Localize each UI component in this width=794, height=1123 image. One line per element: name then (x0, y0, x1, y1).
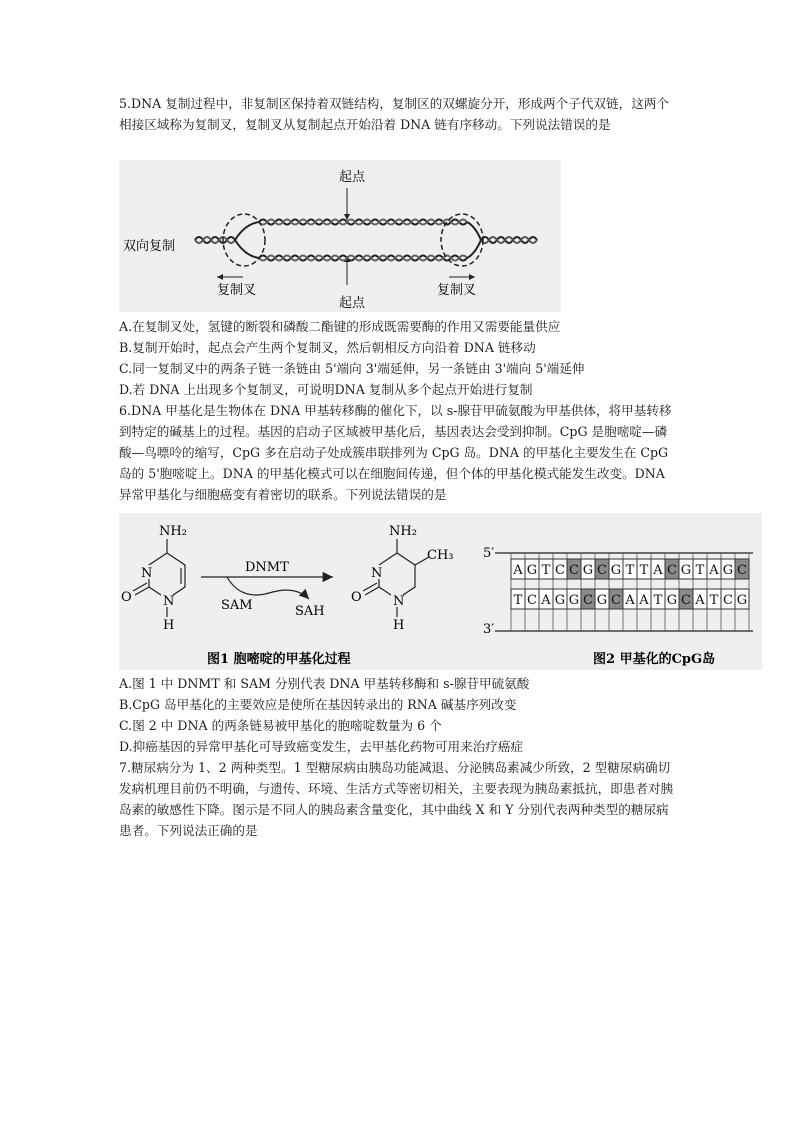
fork-right-label: 复制叉 (437, 283, 477, 298)
svg-text:NH₂: NH₂ (389, 524, 417, 539)
bottom-strand-base: T (709, 593, 719, 608)
bottom-strand-base: G (736, 593, 748, 608)
top-strand-base: A (709, 563, 719, 578)
question-7-stem: 7.糖尿病分为 1、2 两种类型。1 型糖尿病由胰岛功能减退、分泌胰岛素减少所致，2 型糖尿病确切发病机理目前仍不明确，与遗传、环境、生活方式等密切相关，主要表现为胰岛素抵抗，即患者对胰岛素的敏感性下降。图示是不同人的胰岛素含量变化，其中曲线 X 和 Y 分别代表两种类型的糖尿病患者。下列说法正确的是 (119, 760, 674, 838)
q6-option-b: B.CpG 岛甲基化的主要效应是使所在基因转录出的 RNA 碱基序列改变 (119, 697, 517, 712)
fork-right-circle (441, 214, 483, 266)
question-5-stem: 5.DNA 复制过程中，非复制区保持着双链结构，复制区的双螺旋分开，形成两个子代双链，这两个相接区域称为复制叉，复制叉从复制起点开始沿着 DNA 链有序移动。下列说法错误的是 (119, 96, 669, 132)
bottom-strand-base: A (695, 593, 705, 608)
svg-text:N: N (393, 594, 405, 609)
top-strand-base: A (513, 563, 523, 578)
cytosine-structure (121, 524, 187, 633)
q6-option-d: D.抑癌基因的异常甲基化可导致癌变发生，去甲基化药物可用来治疗癌症 (119, 739, 524, 754)
figure-2-caption: 图2 甲基化的CpG岛 (593, 652, 716, 667)
origin-top-label: 起点 (338, 170, 366, 185)
svg-text:O: O (121, 590, 132, 605)
fork-left-label: 复制叉 (217, 283, 257, 298)
bottom-strand-base: G (554, 593, 566, 608)
top-strand-base: C (667, 563, 677, 578)
bottom-strand-base: A (541, 593, 551, 608)
figure-1-caption: 图1 胞嘧啶的甲基化过程 (207, 652, 351, 667)
svg-text:N: N (141, 566, 153, 581)
q5-option-c: C.同一复制叉中的两条子链一条链由 5'端向 3'端延伸，另一条链由 3'端向 5'端延伸 (119, 361, 585, 376)
top-strand-base: T (625, 563, 635, 578)
q5-option-a: A.在复制叉处，氢键的断裂和磷酸二酯键的形成既需要酶的作用又需要能量供应 (119, 319, 561, 334)
top-strand-base: T (541, 563, 551, 578)
sam-label: SAM (221, 598, 253, 613)
svg-text:O: O (351, 590, 362, 605)
svg-text:CH₃: CH₃ (427, 548, 454, 563)
cpg-island (511, 553, 749, 631)
bottom-strand-base: C (681, 593, 691, 608)
bottom-strand-base: G (596, 593, 608, 608)
bottom-strand-base: A (625, 593, 635, 608)
bottom-strand-base: A (639, 593, 649, 608)
top-strand-base: C (597, 563, 607, 578)
bottom-strand-base: T (653, 593, 663, 608)
top-strand-base: T (695, 563, 705, 578)
q6-option-a: A.图 1 中 DNMT 和 SAM 分别代表 DNA 甲基转移酶和 s-腺苷甲硫氨酸 (119, 676, 530, 691)
q5-option-d: D.若 DNA 上出现多个复制叉，可说明DNA 复制从多个起点开始进行复制 (119, 382, 533, 397)
top-strand-base: G (610, 563, 622, 578)
origin-bottom-label: 起点 (338, 296, 366, 311)
sam-sah-curve (227, 577, 309, 599)
bottom-strand-base: C (527, 593, 537, 608)
bottom-strand-base: C (583, 593, 593, 608)
svg-text:H: H (393, 618, 405, 633)
svg-text:N: N (371, 566, 383, 581)
svg-text:N: N (163, 594, 175, 609)
methylcytosine-structure (351, 524, 454, 633)
top-strand-base: G (722, 563, 734, 578)
svg-text:NH₂: NH₂ (159, 524, 187, 539)
top-strand-base: C (569, 563, 579, 578)
sah-label: SAH (295, 604, 325, 619)
q5-option-b: B.复制开始时，起点会产生两个复制叉，然后朝相反方向沿着 DNA 链移动 (119, 340, 536, 355)
methylation-figure (119, 513, 762, 670)
five-prime-label: 5′ (483, 546, 495, 561)
bottom-strand-base: G (568, 593, 580, 608)
q6-option-c: C.图 2 中 DNA 的两条链易被甲基化的胞嘧啶数量为 6 个 (119, 718, 442, 733)
three-prime-label: 3′ (483, 622, 495, 637)
question-6-stem: 6.DNA 甲基化是生物体在 DNA 甲基转移酶的催化下，以 s-腺苷甲硫氨酸为甲基供体，将甲基转移到特定的碱基上的过程。基因的启动子区域被甲基化后，基因表达会受到抑制。CpG 是胞嘧啶—磷酸—鸟嘌呤的缩写，CpG 多在启动子处成簇串联排列为 CpG 岛。DNA 的甲基化主要发生在 CpG 岛的 5'胞嘧啶上。DNA 的甲基化模式可以在细胞间传递，但个体的甲基化模式能发生改变。DNA 异常甲基化与细胞癌变有着密切的联系。下列说法错误的是 (119, 403, 672, 502)
top-strand-base: G (526, 563, 538, 578)
top-strand-base: A (653, 563, 663, 578)
bottom-strand-base: C (611, 593, 621, 608)
bottom-strand-base: T (513, 593, 523, 608)
top-strand-base: C (555, 563, 565, 578)
bidirectional-label: 双向复制 (123, 239, 176, 254)
top-strand-base: G (680, 563, 692, 578)
bottom-strand-base: C (723, 593, 733, 608)
svg-text:H: H (163, 618, 175, 633)
top-strand-base: C (737, 563, 747, 578)
replication-fork-figure (119, 160, 561, 312)
bottom-strand-base: G (666, 593, 678, 608)
top-strand-base: G (582, 563, 594, 578)
enzyme-label: DNMT (245, 560, 289, 575)
top-strand-base: T (639, 563, 649, 578)
